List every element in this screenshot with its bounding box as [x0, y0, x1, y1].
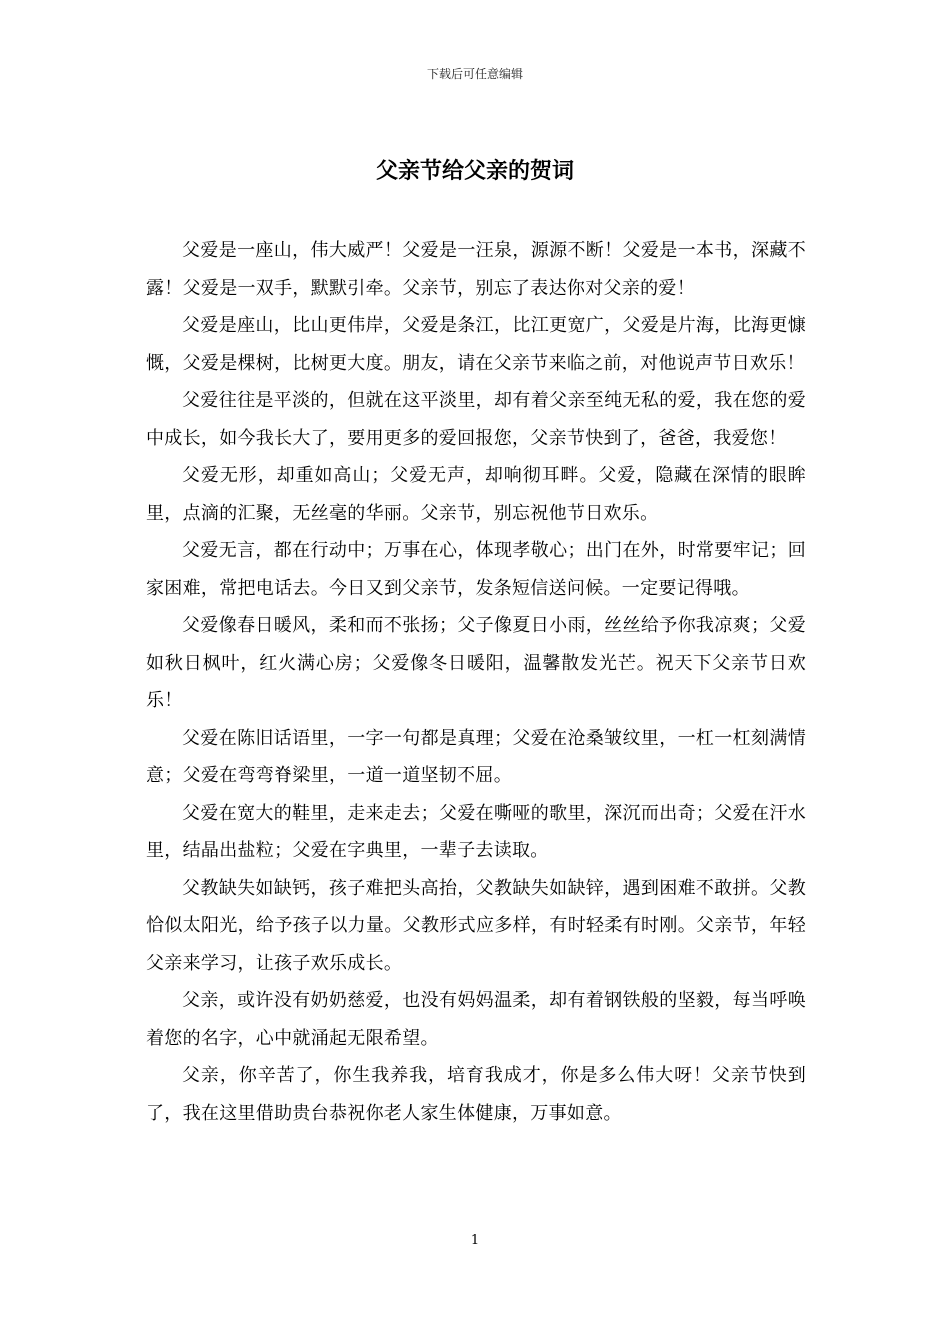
paragraph: 父爱像春日暖风，柔和而不张扬；父子像夏日小雨，丝丝给予你我凉爽；父爱如秋日枫叶，红火满心房；父爱像冬日暖阳，温馨散发光芒。祝天下父亲节日欢乐！ [146, 615, 806, 711]
paragraph: 父爱无形，却重如高山；父爱无声，却响彻耳畔。父爱，隐藏在深情的眼眸里，点滴的汇聚，无丝毫的华丽。父亲节，别忘祝他节日欢乐。 [146, 465, 806, 524]
paragraph: 父爱在宽大的鞋里，走来走去；父爱在嘶哑的歌里，深沉而出奇；父爱在汗水里，结晶出盐粒；父爱在字典里，一辈子去读取。 [146, 802, 806, 861]
paragraph: 父爱是座山，比山更伟岸，父爱是条江，比江更宽广，父爱是片海，比海更慷慨，父爱是棵树，比树更大度。朋友，请在父亲节来临之前，对他说声节日欢乐！ [146, 315, 806, 374]
document-title: 父亲节给父亲的贺词 [375, 158, 574, 184]
paragraph: 父爱在陈旧话语里，一字一句都是真理；父爱在沧桑皱纹里，一杠一杠刻满情意；父爱在弯弯脊梁里，一道一道坚韧不屈。 [146, 727, 806, 786]
paragraph: 父亲，或许没有奶奶慈爱，也没有妈妈温柔，却有着钢铁般的坚毅，每当呼唤着您的名字，心中就涌起无限希望。 [146, 990, 806, 1049]
page-number: 1 [470, 1233, 480, 1248]
header-note: 下载后可任意编辑 [426, 67, 523, 81]
paragraph: 父教缺失如缺钙，孩子难把头高抬，父教缺失如缺锌，遇到困难不敢拼。父教恰似太阳光，给予孩子以力量。父教形式应多样，有时轻柔有时刚。父亲节，年轻父亲来学习，让孩子欢乐成长。 [146, 877, 806, 974]
paragraph: 父爱是一座山，伟大威严！父爱是一汪泉，源源不断！父爱是一本书，深藏不露！父爱是一双手，默默引牵。父亲节，别忘了表达你对父亲的爱！ [146, 240, 806, 299]
paragraph: 父亲，你辛苦了，你生我养我，培育我成才，你是多么伟大呀！父亲节快到了，我在这里借助贵台恭祝你老人家生体健康，万事如意。 [146, 1065, 806, 1124]
document-body [146, 232, 806, 1132]
paragraph: 父爱无言，都在行动中；万事在心，体现孝敬心；出门在外，时常要牢记；回家困难，常把电话去。今日又到父亲节，发条短信送问候。一定要记得哦。 [146, 540, 806, 599]
paragraph: 父爱往往是平淡的，但就在这平淡里，却有着父亲至纯无私的爱，我在您的爱中成长，如今我长大了，要用更多的爱回报您，父亲节快到了，爸爸，我爱您！ [146, 390, 806, 449]
